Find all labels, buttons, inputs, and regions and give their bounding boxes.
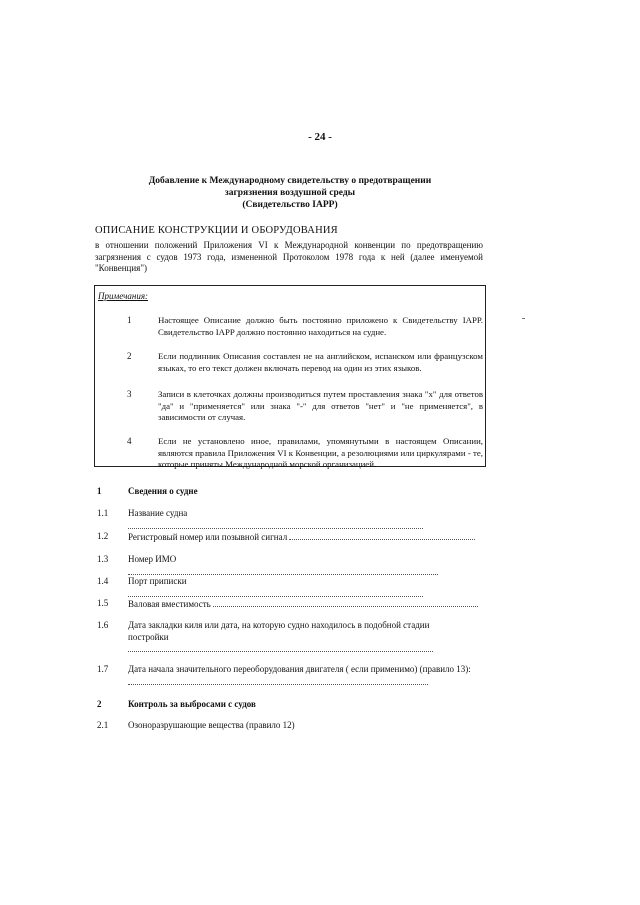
section-number: 2 — [97, 699, 102, 709]
field-label: Название судна — [128, 508, 188, 518]
field-label: Номер ИМО — [128, 554, 177, 564]
item-number: 1.1 — [97, 508, 109, 518]
item-number: 1.5 — [97, 598, 109, 608]
section-number: 1 — [97, 486, 102, 496]
title-line: (Свидетельство IAPP) — [242, 200, 338, 210]
fill-line[interactable] — [128, 643, 433, 652]
margin-mark — [522, 318, 525, 319]
notes-label: Примечания: — [98, 291, 149, 301]
note-number: 2 — [127, 351, 132, 361]
item-number: 2.1 — [97, 720, 109, 730]
note-text: Если не установлено иное, правилами, упомянутыми в настоящем Описании, являются правила Приложения VI к Конвенции, а резолюциями или циркулярами - те, которые приняты Международной морской организацией. — [158, 436, 483, 469]
document-title — [120, 175, 460, 211]
item-number: 1.3 — [97, 554, 109, 564]
field-label: Регистровый номер или позывной сигнал — [128, 532, 288, 542]
item-number: 1.6 — [97, 620, 109, 630]
item-text: Озоноразрушающие вещества (правило 12) — [128, 720, 295, 730]
field-label: Дата начала значительного переоборудования двигателя ( если применимо) (правило 13): — [128, 664, 471, 674]
section-title: Контроль за выбросами с судов — [128, 699, 256, 709]
fill-line[interactable] — [128, 520, 423, 529]
field-label: Порт приписки — [128, 576, 187, 586]
form-field-gross-tonnage[interactable] — [128, 598, 483, 611]
form-field-imo-number[interactable] — [128, 554, 483, 578]
page-number: - 24 - — [308, 131, 332, 143]
form-field-ship-name[interactable] — [128, 508, 483, 532]
note-number: 1 — [127, 315, 132, 325]
fill-line[interactable] — [289, 531, 475, 540]
fill-line[interactable] — [128, 676, 428, 685]
intro-paragraph: в отношении положений Приложения VI к Международной конвенции по предотвращению загрязнения с судов 1973 года, измененной Протоколом 1978 года к ней (далее именуемой "Конвенция") — [95, 240, 483, 273]
item-number: 1.4 — [97, 576, 109, 586]
field-label: Валовая вместимость — [128, 599, 211, 609]
note-text: Если подлинник Описания составлен не на английском, испанском или французском языках, то его текст должен включать перевод на один из этих языков. — [158, 351, 483, 373]
section-heading: ОПИСАНИЕ КОНСТРУКЦИИ И ОБОРУДОВАНИЯ — [95, 225, 338, 236]
note-text: Настоящее Описание должно быть постоянно приложено к Свидетельству IAPP. Свидетельство IAPP должно постоянно находиться на судне. — [158, 315, 483, 337]
fill-line[interactable] — [128, 588, 423, 597]
fill-line[interactable] — [128, 566, 438, 575]
section-title: Сведения о судне — [128, 486, 198, 496]
form-field-keel-date[interactable] — [128, 620, 438, 656]
form-field-port-of-registry[interactable] — [128, 576, 483, 600]
title-line: Добавление к Международному свидетельству о предотвращении — [148, 176, 432, 186]
note-text: Записи в клеточках должны производиться путем проставления знака "x" для ответов "да" и "применяется" или знака "-" для ответов "нет" и "не применяется", в зависимости от случая. — [158, 389, 483, 422]
item-number: 1.2 — [97, 531, 109, 541]
note-number: 3 — [127, 389, 132, 399]
field-label: Дата закладки киля или дата, на которую судно находилось в подобной стадии постройки — [128, 620, 430, 642]
item-number: 1.7 — [97, 664, 109, 674]
note-number: 4 — [127, 436, 132, 446]
form-field-registry-number[interactable] — [128, 531, 483, 544]
form-field-conversion-date[interactable] — [128, 664, 488, 688]
title-line: загрязнения воздушной среды — [224, 188, 356, 198]
fill-line[interactable] — [213, 598, 478, 607]
